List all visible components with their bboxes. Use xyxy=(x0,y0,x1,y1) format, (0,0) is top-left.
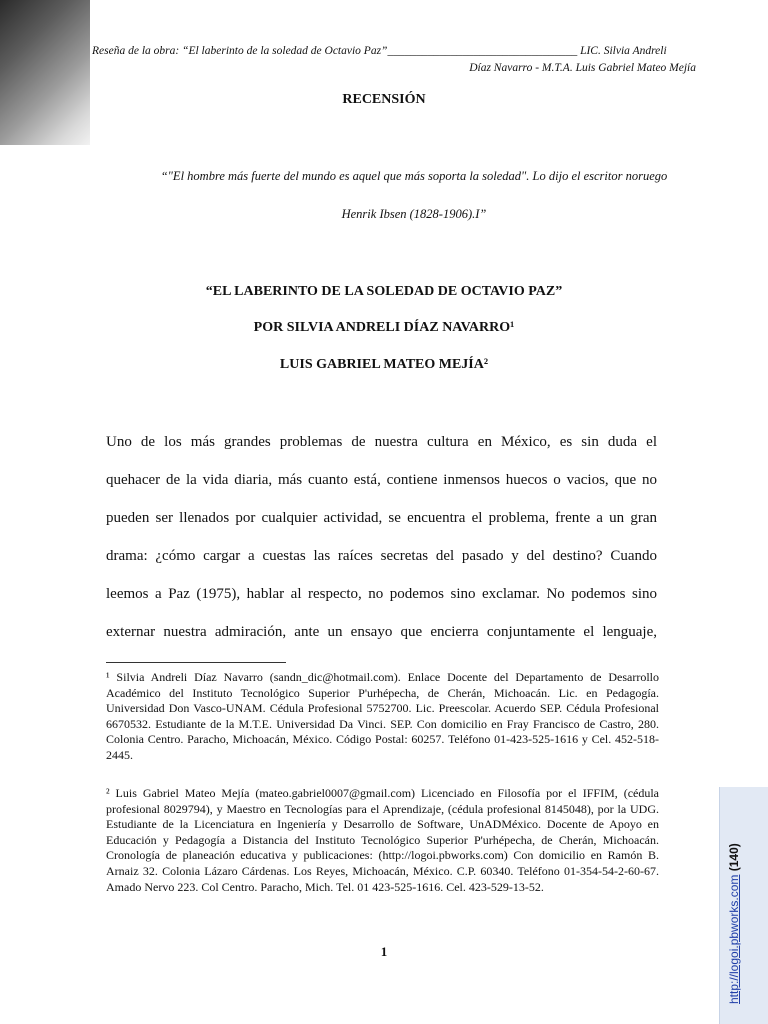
paragraph-line: leemos a Paz (1975), hablar al respecto, no podemos sino exclamar. No podemos sino xyxy=(106,586,657,602)
sidebar-link[interactable]: http://logoi.pbworks.com xyxy=(727,874,741,1004)
footnote-separator xyxy=(106,662,286,663)
paragraph-line: Uno de los más grandes problemas de nuestra cultura en México, es sin duda el xyxy=(106,434,657,450)
document-title: RECENSIÓN xyxy=(342,92,426,107)
epigraph-line-1: “"El hombre más fuerte del mundo es aquel que más soporta la soledad". Lo dijo el escritor noruego xyxy=(160,169,668,183)
view-count: (140) xyxy=(727,843,741,872)
sidebar-text xyxy=(727,843,741,1004)
footnote-2: ² Luis Gabriel Mateo Mejía (mateo.gabriel0007@gmail.com) Licenciado en Filosofía por el IFFIM, (cédula profesional 8029794), y Maestro en Tecnologías para el Aprendizaje, (cédula profesional 8145048), por la UDG. Estudiante de la Licenciatura en Ingeniería y Desarrollo de Software, UnADMéxico. Docente de Apoyo en Educación y Pedagogía a Distancia del Instituto Tecnológico Superior P'urhépecha, de Cherán, Michoacán. Cronología de planeación educativa y publicaciones: (http://logoi.pbworks.com) Con domicilio en Ramón B. Arnaiz 32. Colonia Lázaro Cárdenas. Los Reyes, Michoacán, México. C.P. 60340. Teléfono 01-354-54-2-60-67. Amado Nervo 223. Col Centro. Paracho, Mich. Tel. 01 423-525-1616. Cel. 423-529-13-52. xyxy=(106,786,659,894)
footnote-1: ¹ Silvia Andreli Díaz Navarro (sandn_dic@hotmail.com). Enlace Docente del Departamento de Desarrollo Académico del Instituto Tecnológico Superior P'urhépecha, de Cherán, Michoacán. Lic. en Pedagogía. Universidad Don Vasco-UNAM. Cédula Profesional 5752700. Lic. Preescolar. Acuerdo SEP. Cédula Profesional 6670532. Estudiante de la M.T.E. Universidad Da Vinci. SEP. Con domicilio en Fray Francisco de Castro, 280. Colonia Centro. Paracho, Michoacán, México. Código Postal: 60257. Teléfono 01-423-525-1616 y Cel. 452-518-2445. xyxy=(106,670,659,762)
author-heading-1: POR SILVIA ANDRELI DÍAZ NAVARRO¹ xyxy=(253,320,515,335)
page-number: 1 xyxy=(380,944,388,959)
body-paragraph xyxy=(106,423,657,651)
paragraph-line: pueden ser llenados por cualquier actividad, se encuentra el problema, frente a un gran xyxy=(106,510,657,526)
header-line-2: Díaz Navarro - M.T.A. Luis Gabriel Mateo Mejía xyxy=(469,62,696,74)
paragraph-line: externar nuestra admiración, ante un ensayo que encierra conjuntamente el lenguaje, xyxy=(106,624,657,640)
author-heading-2: LUIS GABRIEL MATEO MEJÍA² xyxy=(279,357,489,372)
work-heading: “EL LABERINTO DE LA SOLEDAD DE OCTAVIO PAZ” xyxy=(205,284,563,299)
epigraph-line-2: Henrik Ibsen (1828-1906).I” xyxy=(341,207,487,221)
paragraph-line: quehacer de la vida diaria, más cuanto está, contiene inmensos huecos o vacios, que no xyxy=(106,472,657,488)
header-line-1: Reseña de la obra: “El laberinto de la soledad de Octavio Paz”_________________________________ LIC. Silvia Andreli xyxy=(92,45,667,57)
running-header xyxy=(92,43,696,77)
corner-decoration xyxy=(0,0,90,145)
paragraph-line: drama: ¿cómo cargar a cuestas las raíces secretas del pasado y del destino? Cuando xyxy=(106,548,657,564)
